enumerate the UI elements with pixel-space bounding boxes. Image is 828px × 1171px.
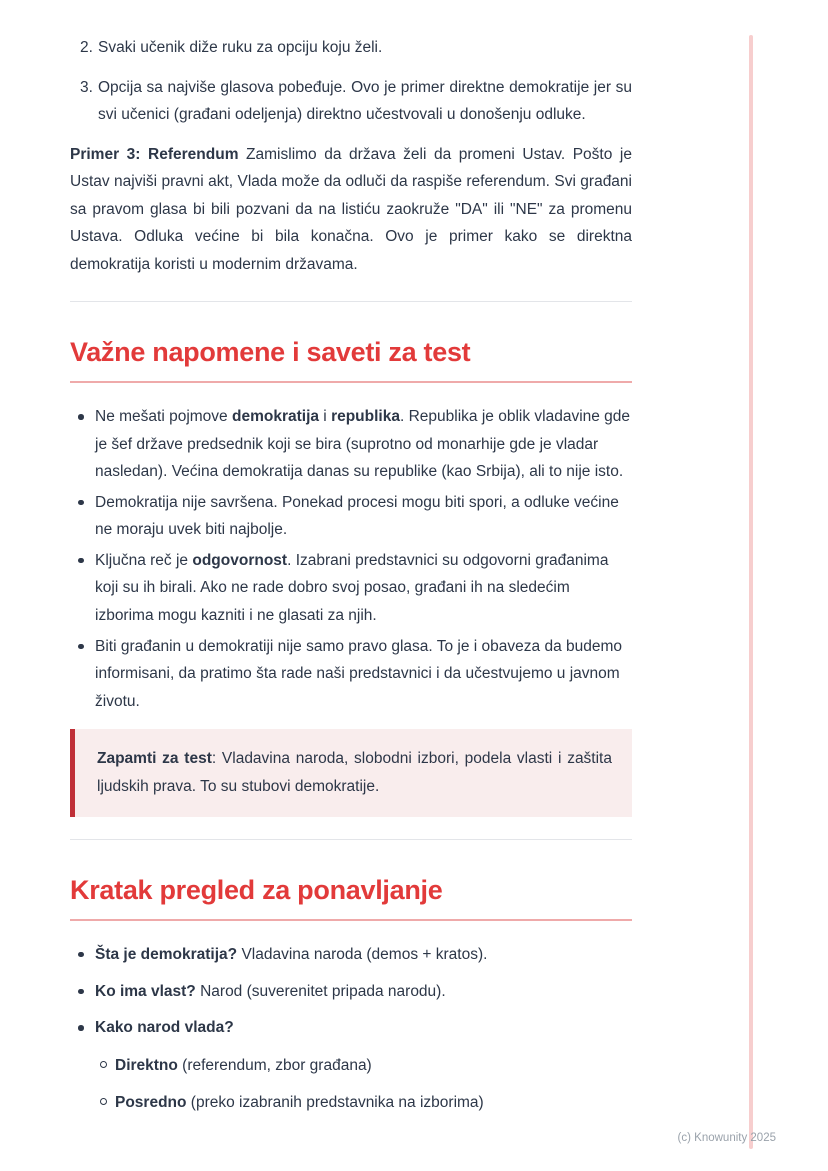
section-divider bbox=[70, 839, 632, 840]
numbered-list bbox=[70, 34, 632, 129]
list-item-text: Opcija sa najviše glasova pobeđuje. Ovo je primer direktne demokratije jer su svi učenici (građani odeljenja) direktno učestvovali u donošenju odluke. bbox=[98, 78, 632, 124]
sub-bullet-item-text: Direktno (referendum, zbor građana) bbox=[115, 1056, 372, 1074]
numbered-list-item bbox=[70, 74, 632, 129]
section-title-underline bbox=[70, 381, 632, 383]
section-title-underline bbox=[70, 919, 632, 921]
bullet-item-text: Biti građanin u demokratiji nije samo pravo glasa. To je i obaveza da budemo informisani, da pratimo šta rade naši predstavnici i da učestvujemo u javnom životu. bbox=[95, 637, 623, 710]
bullet-item bbox=[95, 403, 632, 486]
review-bullet-list bbox=[70, 941, 632, 1117]
bullet-item-text: Ne mešati pojmove demokratija i republika. Republika je oblik vladavine gde je šef države predsednik koji se bira (suprotno od monarhije gde je vladar nasledan). Većina demokratija danas su republike (kao Srbija), ali to nije isto. bbox=[95, 408, 631, 481]
bullet-item bbox=[95, 1014, 632, 1117]
example-paragraph: Primer 3: Referendum Zamislimo da država želi da promeni Ustav. Pošto je Ustav najviši pravni akt, Vlada može da odluči da raspiše referendum. Svi građani sa pravom glasa bi bili pozvani da na listiću zaokruže "DA" ili "NE" za promenu Ustava. Odluka većine bi bila konačna. Ovo je primer kako se direktna demokratija koristi u modernim državama. bbox=[70, 145, 632, 274]
section-title-review: Kratak pregled za ponavljanje bbox=[70, 874, 443, 905]
list-item-number: 2. bbox=[80, 39, 93, 56]
callout-box bbox=[70, 729, 632, 816]
list-item-number: 3. bbox=[80, 78, 93, 96]
bullet-item-text: Šta je demokratija? Vladavina naroda (demos + kratos). bbox=[95, 945, 488, 963]
bullet-item-text: Kako narod vlada? bbox=[95, 1019, 234, 1037]
section-divider bbox=[70, 301, 632, 302]
review-sub-bullet-list bbox=[95, 1052, 632, 1117]
sub-bullet-item bbox=[115, 1052, 632, 1080]
copyright-footer: (c) Knowunity 2025 bbox=[677, 1131, 776, 1144]
numbered-list-item bbox=[70, 34, 632, 62]
bullet-item bbox=[95, 941, 632, 969]
document-content bbox=[70, 0, 632, 1127]
bullet-item bbox=[95, 633, 632, 716]
list-item-text: Svaki učenik diže ruku za opciju koju želi. bbox=[98, 39, 383, 56]
bullet-item-text: Ko ima vlast? Narod (suverenitet pripada narodu). bbox=[95, 982, 446, 1000]
bullet-item-text: Ključna reč je odgovornost. Izabrani predstavnici su odgovorni građanima koji su ih birali. Ako ne rade dobro svoj posao, građani ih na sledećim izborima mogu kazniti i ne glasati za njih. bbox=[95, 551, 609, 625]
sub-bullet-item-text: Posredno (preko izabranih predstavnika na izborima) bbox=[115, 1094, 484, 1112]
page-edge-accent-line bbox=[749, 35, 753, 1149]
bullet-item bbox=[95, 489, 632, 544]
section-title-notes: Važne napomene i saveti za test bbox=[70, 336, 471, 367]
callout-text: Zapamti za test: Vladavina naroda, slobodni izbori, podela vlasti i zaštita ljudskih prava. To su stubovi demokratije. bbox=[97, 750, 612, 795]
sub-bullet-item bbox=[115, 1089, 632, 1117]
bullet-item bbox=[95, 978, 632, 1006]
bullet-item-text: Demokratija nije savršena. Ponekad procesi mogu biti spori, a odluke većine ne moraju uvek biti najbolje. bbox=[95, 493, 619, 539]
bullet-item bbox=[95, 547, 632, 630]
notes-bullet-list bbox=[70, 403, 632, 715]
